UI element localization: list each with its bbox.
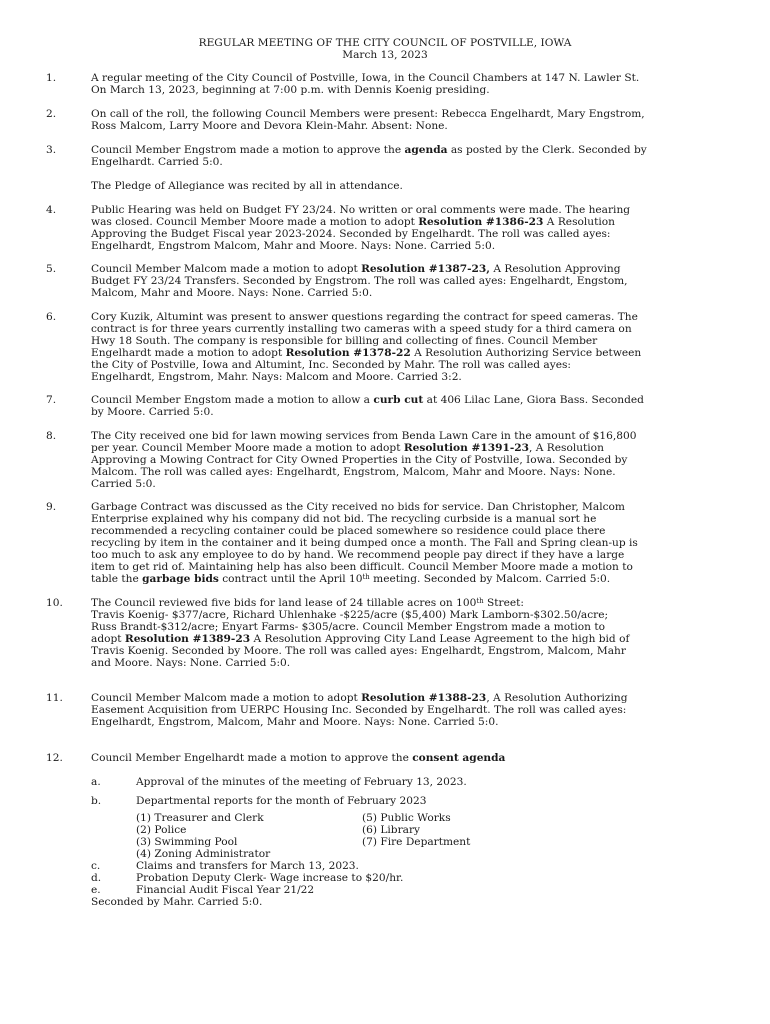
item-line: Enterprise explained why his company did not bid. The recycling curbside is a manual sort he bbox=[91, 513, 597, 525]
item-number: 3. bbox=[46, 144, 57, 156]
resolution-ref: Resolution #1389-23 bbox=[124, 633, 251, 645]
item-line: Engelhardt made a motion to adopt Resolution #1378-22 A Resolution Authorizing Service between bbox=[91, 347, 642, 359]
report-entry: (5) Public Works bbox=[362, 812, 451, 824]
report-entry: (7) Fire Department bbox=[362, 836, 471, 848]
item-line: Approving a Mowing Contract for City Owned Properties in the City of Postville, Iowa. Seconded by bbox=[91, 454, 628, 466]
consent-letter: e. bbox=[91, 884, 101, 896]
item-number: 11. bbox=[46, 692, 63, 704]
item-line: Budget FY 23/24 Transfers. Seconded by Engstrom. The roll was called ayes: Engelhardt, Engstom, bbox=[91, 275, 628, 287]
curb-cut-emphasis: curb cut bbox=[373, 394, 424, 406]
item-line: The City received one bid for lawn mowing services from Benda Lawn Care in the amount of $16,800 bbox=[91, 430, 637, 442]
item-line: item to get rid of. Maintaining help has also been difficult. Council Member Moore made a motion to bbox=[91, 561, 633, 573]
reports-right-column bbox=[362, 812, 470, 848]
document-header bbox=[0, 37, 770, 61]
item-line: Malcom, Mahr and Moore. Nays: None. Carried 5:0. bbox=[91, 287, 373, 299]
item-number: 1. bbox=[46, 72, 57, 84]
document-title: REGULAR MEETING OF THE CITY COUNCIL OF POSTVILLE, IOWA bbox=[198, 37, 572, 49]
meeting-date: March 13, 2023 bbox=[342, 49, 428, 61]
resolution-ref: Resolution #1386-23 bbox=[418, 216, 544, 228]
report-entry: (6) Library bbox=[362, 824, 421, 836]
item-line: Council Member Malcom made a motion to adopt Resolution #1387-23, A Resolution Approving bbox=[91, 263, 621, 275]
item-line: Engelhardt, Engstrom Malcom, Mahr and Moore. Nays: None. Carried 5:0. bbox=[91, 240, 496, 252]
resolution-ref: Resolution #1391-23 bbox=[403, 442, 530, 454]
item-line: Malcom. The roll was called ayes: Engelhardt, Engstrom, Malcom, Mahr and Moore. Nays: None. bbox=[91, 466, 616, 478]
reports-left-column bbox=[136, 812, 270, 860]
item-line: Council Member Malcom made a motion to adopt Resolution #1388-23, A Resolution Authorizing bbox=[91, 692, 628, 704]
report-entry: (3) Swimming Pool bbox=[136, 836, 238, 848]
consent-letter: a. bbox=[91, 776, 101, 788]
item-line: table the garbage bids contract until the April 10th meeting. Seconded by Malcom. Carried 5:0. bbox=[91, 573, 611, 585]
item-line: Council Member Engelhardt made a motion to approve the consent agenda bbox=[91, 752, 506, 764]
item-number: 9. bbox=[46, 501, 57, 513]
report-entry: (1) Treasurer and Clerk bbox=[136, 812, 264, 824]
item-line: Engelhardt, Engstrom, Malcom, Mahr and Moore. Nays: None. Carried 5:0. bbox=[91, 716, 499, 728]
resolution-ref: Resolution #1387-23, bbox=[361, 263, 490, 275]
resolution-ref: Resolution #1388-23 bbox=[361, 692, 487, 704]
consent-agenda-emphasis: consent agenda bbox=[412, 752, 506, 764]
item-line: Cory Kuzik, Altumint was present to answer questions regarding the contract for speed cameras. The bbox=[91, 311, 638, 323]
consent-text: Claims and transfers for March 13, 2023. bbox=[136, 860, 359, 872]
item-line: Hwy 18 South. The company is responsible for billing and collecting of fines. Council Member bbox=[91, 335, 598, 347]
report-entry: (2) Police bbox=[136, 824, 187, 836]
item-number: 5. bbox=[46, 263, 57, 275]
item-line: Russ Brandt-$312/acre; Enyart Farms- $305/acre. Council Member Engstrom made a motion to bbox=[91, 621, 605, 633]
garbage-bids-emphasis: garbage bids bbox=[142, 573, 219, 585]
item-line: Carried 5:0. bbox=[91, 478, 156, 490]
consent-text: Departmental reports for the month of February 2023 bbox=[136, 795, 427, 807]
item-line: Easement Acquisition from UERPC Housing Inc. Seconded by Engelhardt. The roll was called ayes: bbox=[91, 704, 627, 716]
item-line: A regular meeting of the City Council of Postville, Iowa, in the Council Chambers at 147 N. Lawler St. bbox=[91, 72, 640, 84]
item-line: per year. Council Member Moore made a motion to adopt Resolution #1391-23, A Resolution bbox=[91, 442, 604, 454]
item-number: 10. bbox=[46, 597, 63, 609]
item-number: 2. bbox=[46, 108, 57, 120]
item-line: Public Hearing was held on Budget FY 23/24. No written or oral comments were made. The hearing bbox=[91, 204, 631, 216]
consent-letter: b. bbox=[91, 795, 102, 807]
item-line: adopt Resolution #1389-23 A Resolution Approving City Land Lease Agreement to the high bid of bbox=[91, 633, 630, 645]
item-line: and Moore. Nays: None. Carried 5:0. bbox=[91, 657, 291, 669]
item-line: On call of the roll, the following Council Members were present: Rebecca Engelhardt, Mary Engstrom, bbox=[91, 108, 645, 120]
resolution-ref: Resolution #1378-22 bbox=[285, 347, 411, 359]
item-line: Travis Koenig- $377/acre, Richard Uhlenhake -$225/acre ($5,400) Mark Lamborn-$302.50/acre; bbox=[91, 609, 609, 621]
item-line: recycling by item in the container and it being dumped once a month. The Fall and Spring clean-up is bbox=[91, 537, 638, 549]
item-line: Ross Malcom, Larry Moore and Devora Klein-Mahr. Absent: None. bbox=[91, 120, 448, 132]
item-number: 7. bbox=[46, 394, 57, 406]
item-line: The Council reviewed five bids for land lease of 24 tillable acres on 100th Street: bbox=[91, 597, 524, 609]
item-line: Engelhardt. Carried 5:0. bbox=[91, 156, 223, 168]
item-line: Council Member Engstrom made a motion to approve the agenda as posted by the Clerk. Seconded by bbox=[91, 144, 647, 156]
item-line: Approving the Budget Fiscal year 2023-2024. Seconded by Engelhardt. The roll was called ayes: bbox=[91, 228, 611, 240]
pledge-statement: The Pledge of Allegiance was recited by all in attendance. bbox=[91, 180, 403, 192]
item-line: too much to ask any employee to do by hand. We recommend people pay direct if they have a large bbox=[91, 549, 625, 561]
item-line: Garbage Contract was discussed as the City received no bids for service. Dan Christopher, Malcom bbox=[91, 501, 625, 513]
item-line: was closed. Council Member Moore made a motion to adopt Resolution #1386-23 A Resolution bbox=[91, 216, 615, 228]
consent-text: Financial Audit Fiscal Year 21/22 bbox=[136, 884, 315, 896]
agenda-emphasis: agenda bbox=[404, 144, 448, 156]
consent-text: Approval of the minutes of the meeting of February 13, 2023. bbox=[136, 776, 467, 788]
item-number: 8. bbox=[46, 430, 57, 442]
item-line: contract is for three years currently installing two cameras with a speed study for a third camera on bbox=[91, 323, 632, 335]
item-number: 6. bbox=[46, 311, 57, 323]
item-line: Engelhardt, Engstrom, Mahr. Nays: Malcom and Moore. Carried 3:2. bbox=[91, 371, 462, 383]
consent-letter: d. bbox=[91, 872, 102, 884]
item-line: Travis Koenig. Seconded by Moore. The roll was called ayes: Engelhardt, Engstrom, Malcom, Mahr bbox=[91, 645, 626, 657]
item-line: the City of Postville, Iowa and Altumint, Inc. Seconded by Mahr. The roll was called ayes: bbox=[91, 359, 571, 371]
item-number: 12. bbox=[46, 752, 63, 764]
report-entry: (4) Zoning Administrator bbox=[136, 848, 271, 860]
consent-text: Probation Deputy Clerk- Wage increase to $20/hr. bbox=[136, 872, 404, 884]
item-number: 4. bbox=[46, 204, 57, 216]
item-line: recommended a recycling container could be placed somewhere so residence could place there bbox=[91, 525, 606, 537]
item-line: On March 13, 2023, beginning at 7:00 p.m. with Dennis Koenig presiding. bbox=[91, 84, 490, 96]
consent-closing: Seconded by Mahr. Carried 5:0. bbox=[91, 896, 263, 908]
consent-letter: c. bbox=[91, 860, 101, 872]
item-line: by Moore. Carried 5:0. bbox=[91, 406, 214, 418]
item-line: Council Member Engstom made a motion to allow a curb cut at 406 Lilac Lane, Giora Bass. Seconded bbox=[91, 394, 644, 406]
